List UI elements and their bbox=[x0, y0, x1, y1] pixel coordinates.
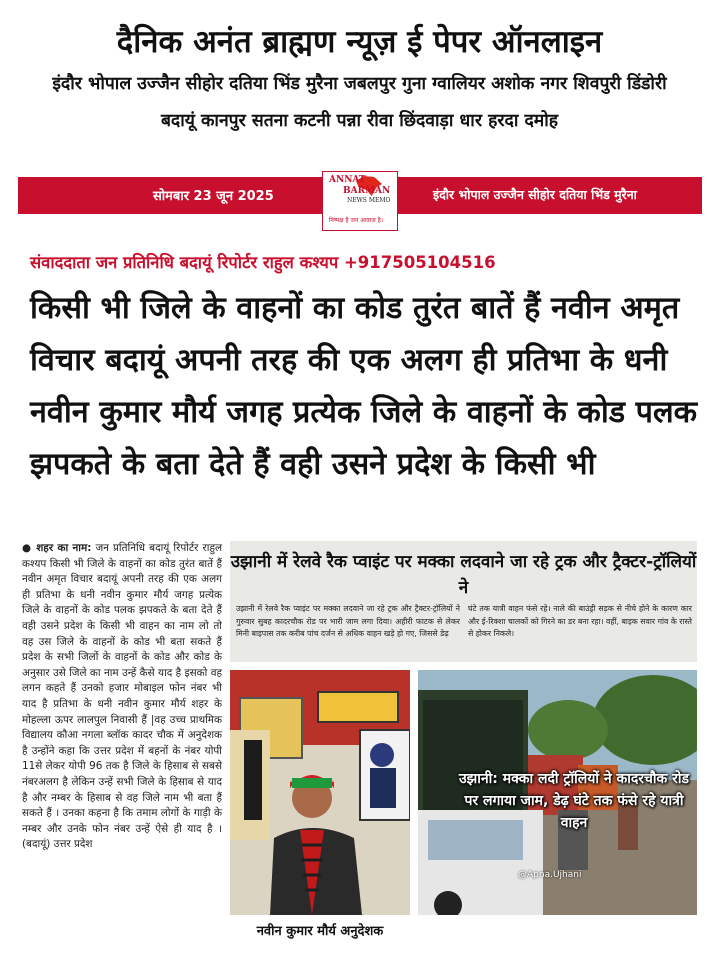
logo-text-barman: BARMAN bbox=[343, 186, 391, 196]
portrait-illustration bbox=[230, 670, 410, 915]
side-story-col2: घंटे तक यात्री वाहन फंसे रहे। नाले की बाउंड्री सड़क से नीचे होने के कारण कार और ई-रिक्शा चालकों को गिरने का डर बना रहा। वहीं, बाइक सवार गांव के रास्ते से होकर निकले। bbox=[468, 604, 692, 638]
logo-text-annat: ANNAT bbox=[329, 175, 366, 185]
portrait-caption: नवीन कुमार मौर्य अनुदेशक bbox=[256, 924, 384, 939]
edition-date: सोमबार 23 जून 2025 bbox=[153, 189, 274, 204]
main-headline: किसी भी जिले के वाहनों का कोड तुरंत बातें हैं नवीन अमृत विचार बदायूं अपनी तरह की एक अलग ही प्रतिभा के धनी नवीन कुमार मौर्य जगह प्रत्येक जिले के वाहनों के कोड पलक झपकते के बता देते हैं वही उसने प्रदेश के किसी भी bbox=[30, 291, 698, 482]
article-body bbox=[22, 541, 222, 853]
article-label: ● शहर का नाम: bbox=[22, 542, 92, 554]
logo-text-news: NEWS MEMO bbox=[347, 197, 391, 204]
reporter-byline: संवाददाता जन प्रतिनिधि बदायूं रिपोर्टर राहुल कश्यप +917505104516 bbox=[30, 253, 496, 272]
photo-overlay-headline: उझानी: मक्का लदी ट्रॉलियों ने कादरचौक रोड पर लगाया जाम, डेढ़ घंटे तक फंसे रहे यात्री वाहन bbox=[458, 771, 690, 831]
logo-tagline: निष्पक्ष है जन आवाज़ है। bbox=[329, 217, 384, 224]
photo-watermark: @Apna.Ujhani bbox=[518, 870, 582, 880]
side-story bbox=[230, 541, 697, 662]
newspaper-logo bbox=[322, 171, 398, 231]
traffic-jam-photo bbox=[418, 670, 697, 915]
bar-cities: इंदौर भोपाल उज्जैन सीहोर दतिया भिंड मुरैना bbox=[433, 187, 637, 202]
side-story-col1: उझानी में रेलवे रैक प्वाइंट पर मक्का लदवाने जा रहे ट्रक और ट्रैक्टर-ट्रॉलियों ने गुरुवार सुबह कादरचौक रोड पर भारी जाम लगा दिया। अहीरी फाटक से लेकर मिनी बाइपास तक करीब पांच दर्जन से अधिक वाहन खड़े हो गए, जिससे डेढ़ bbox=[236, 604, 460, 638]
side-story-headline: उझानी में रेलवे रैक प्वाइंट पर मक्का लदवाने जा रहे ट्रक और ट्रैक्टर-ट्रॉलियों ने bbox=[230, 552, 697, 598]
masthead-cities: इंदौर भोपाल उज्जैन सीहोर दतिया भिंड मुरैना जबलपुर गुना ग्वालियर अशोक नगर शिवपुरी डिंडोरी बदायूं कानपुर सतना कटनी पन्ना रीवा छिंदवाड़ा धार हरदा दमोह bbox=[52, 74, 667, 131]
portrait-photo bbox=[230, 670, 410, 915]
masthead bbox=[0, 0, 719, 140]
article-text: जन प्रतिनिधि बदायूं रिपोर्टर राहुल कश्यप किसी भी जिले के वाहनों का कोड तुरंत बातें हैं नवीन अमृत विचार बदायूं अपनी तरह की एक अलग ही प्रतिभा के धनी नवीन कुमार मौर्य जगह प्रत्येक जिले के वाहनों के कोड पलक झपकते के बता देते हैं वही उसने प्रदेश के किसी भी वाहन का नाम लो तो वह उस जिले के वाहनों के कोड भी बता सकते हैं प्रदेश के सभी जिलों के वाहनों के कोड और कोड के अनुसार उसे जिले का नाम उन्हें कैसे याद है इसको वह लगन कहते हैं उनको हजार मोबाइल फोन नंबर भी याद है प्रतिभा के धनी नवीन कुमार मौर्य शहर के मोहल्ला ऊपर लालपुल निवासी हैं |वह उच्च प्राथमिक विद्यालय कौआ नगला ब्लॉक कादर चौक में अनुदेशक है उन्होंने कहा कि उत्तर प्रदेश में बहनों के नंबर योपी 11से लेकर योपी 96 तक है जिले के हिसाब से सबसे नंबरअलग है लेकिन उन्हें सभी जिले के हिसाब से याद है और नम्बर के हिसाब से वह जिले नाम भी बता हैं सकते हैं । उनका कहना है कि तमाम लोगों के गाड़ी के नम्बर और उनके फोन नंबर उन्हें ऐसे ही याद है । (बदायूं) उत्तर प्रदेश bbox=[22, 542, 223, 851]
newspaper-title: दैनिक अनंत ब्राह्मण न्यूज़ ई पेपर ऑनलाइन bbox=[116, 24, 603, 60]
